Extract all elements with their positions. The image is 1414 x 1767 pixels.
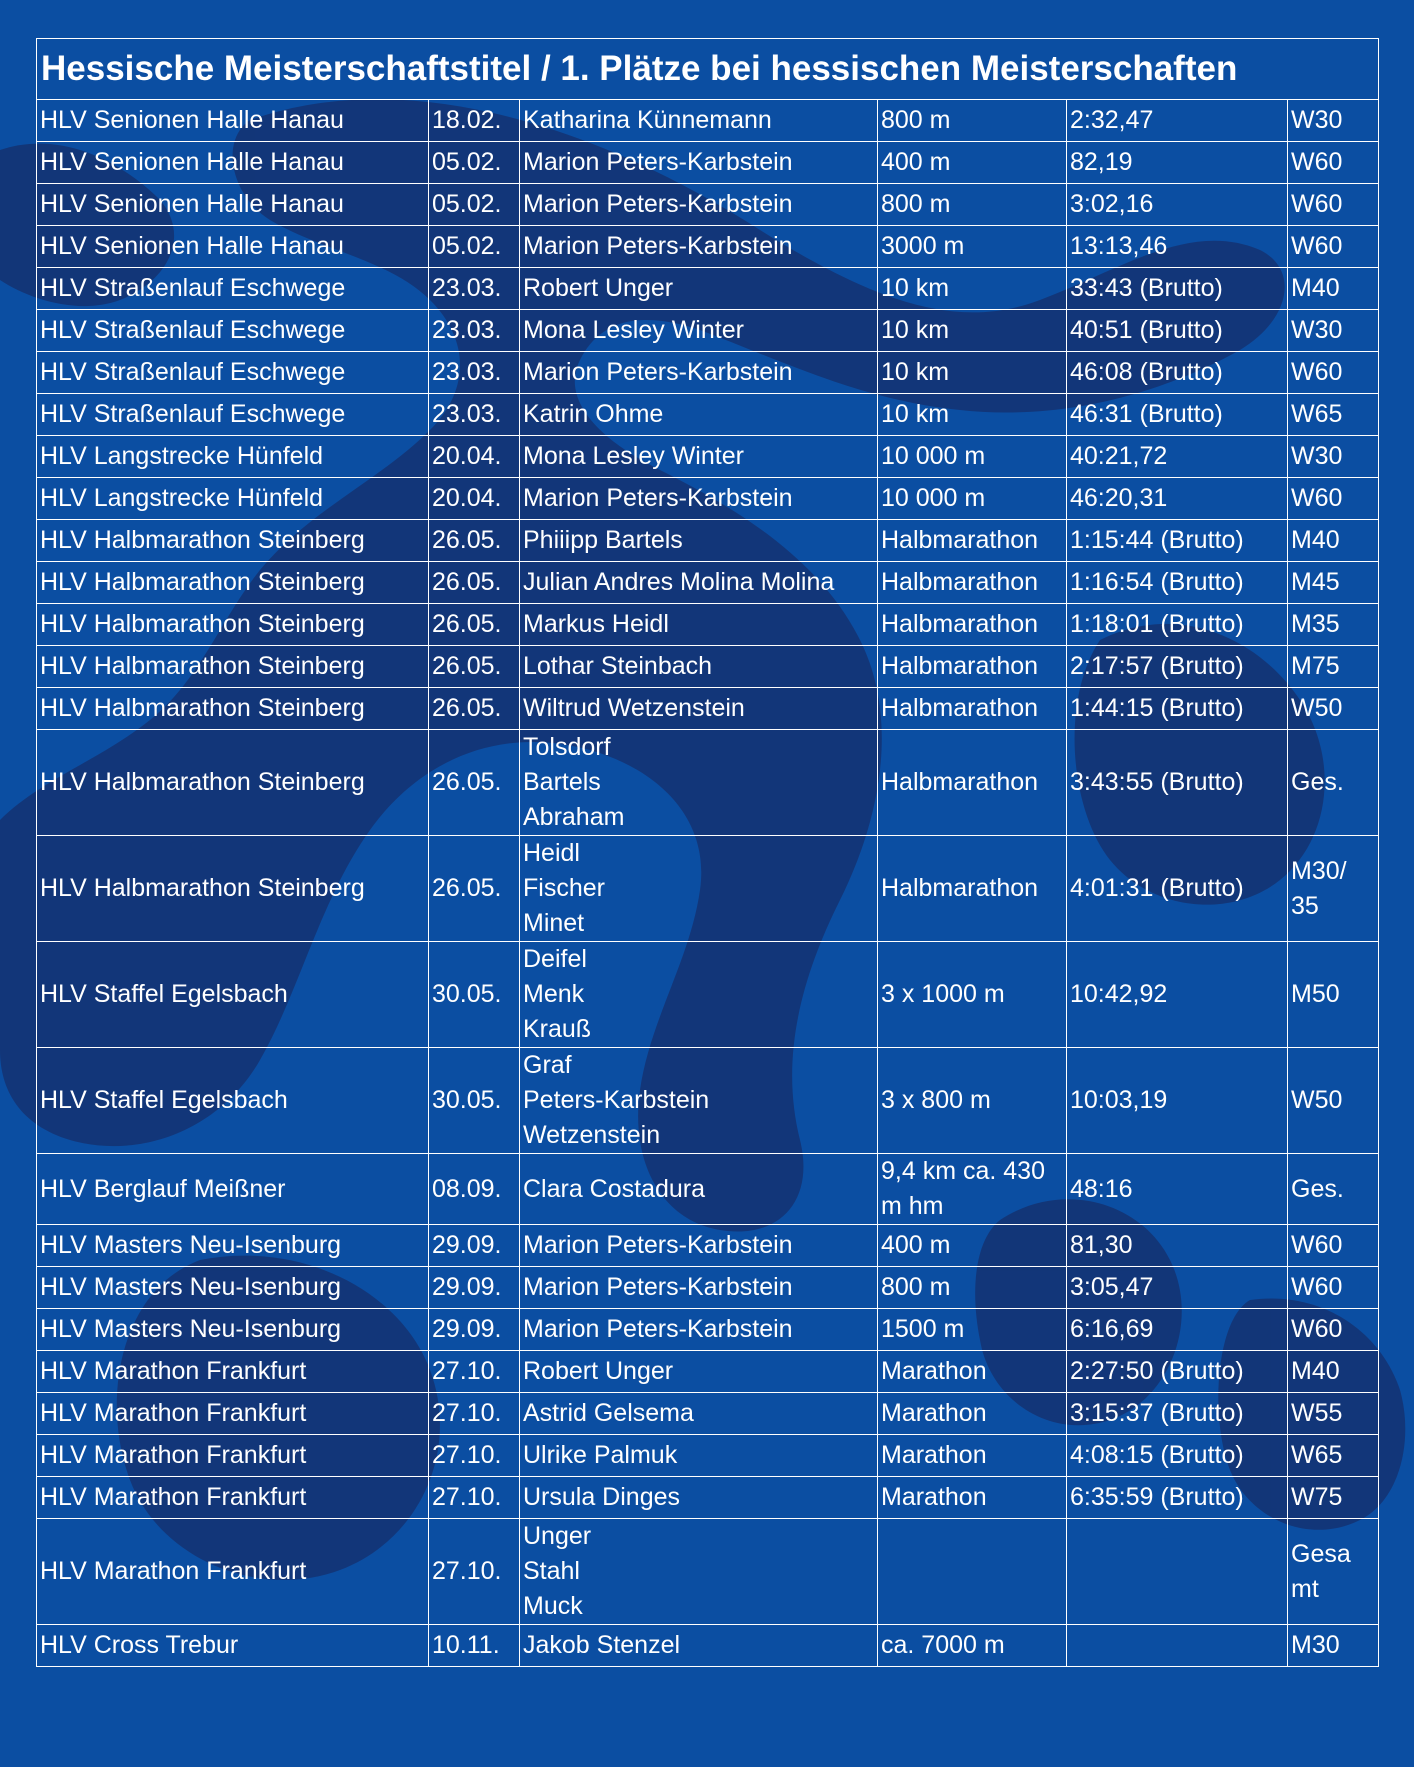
event-cell: HLV Halbmarathon Steinberg [37,688,429,730]
event-cell: HLV Halbmarathon Steinberg [37,646,429,688]
distance-cell: Halbmarathon [878,730,1067,836]
distance-cell: 3 x 1000 m [878,942,1067,1048]
table-row [37,184,1379,226]
athlete-cell [520,352,878,394]
event-cell: HLV Senionen Halle Hanau [37,142,429,184]
date-cell: 29.09. [429,1267,520,1309]
date-cell: 30.05. [429,1048,520,1154]
date-cell: 26.05. [429,836,520,942]
athlete-cell [520,1351,878,1393]
date-cell: 08.09. [429,1154,520,1225]
table-row [37,478,1379,520]
time-cell: 3:02,16 [1067,184,1288,226]
event-cell: HLV Halbmarathon Steinberg [37,836,429,942]
athlete-cell [520,730,878,836]
athlete-name: Ursula Dinges [523,1483,681,1511]
class-cell: W60 [1288,352,1379,394]
athlete-cell [520,310,878,352]
date-cell: 05.02. [429,226,520,268]
distance-cell: 400 m [878,142,1067,184]
class-cell: W55 [1288,1393,1379,1435]
time-cell: 46:20,31 [1067,478,1288,520]
athlete-name: Marion Peters-Karbstein [523,1315,793,1343]
distance-cell: Halbmarathon [878,688,1067,730]
athlete-cell [520,836,878,942]
class-cell: Ges. [1288,1154,1379,1225]
athlete-name: Ulrike Palmuk [523,1441,678,1469]
class-cell: W50 [1288,1048,1379,1154]
distance-cell: Halbmarathon [878,562,1067,604]
athlete-name: Marion Peters-Karbstein [523,358,793,386]
class-cell: M50 [1288,942,1379,1048]
date-cell: 30.05. [429,942,520,1048]
time-cell: 4:08:15 (Brutto) [1067,1435,1288,1477]
table-row [37,1625,1379,1667]
distance-cell: 1500 m [878,1309,1067,1351]
athlete-name: Marion Peters-Karbstein [523,190,793,218]
athlete-cell [520,1435,878,1477]
event-cell: HLV Marathon Frankfurt [37,1351,429,1393]
athlete-cell [520,1154,878,1225]
athlete-cell [520,1625,878,1667]
athlete-cell [520,226,878,268]
date-cell: 23.03. [429,352,520,394]
date-cell: 27.10. [429,1519,520,1625]
event-cell: HLV Straßenlauf Eschwege [37,310,429,352]
table-row [37,1519,1379,1625]
table-title: Hessische Meisterschaftstitel / 1. Plätze bei hessischen Meisterschaften [37,39,1379,100]
time-cell: 46:31 (Brutto) [1067,394,1288,436]
table-row [37,1154,1379,1225]
athlete-name: Abraham [523,803,625,831]
time-cell [1067,1625,1288,1667]
date-cell: 27.10. [429,1393,520,1435]
athlete-name: Julian Andres Molina Molina [523,568,835,596]
class-cell: W60 [1288,226,1379,268]
time-cell: 10:42,92 [1067,942,1288,1048]
table-row [37,942,1379,1048]
time-cell: 1:44:15 (Brutto) [1067,688,1288,730]
time-cell: 33:43 (Brutto) [1067,268,1288,310]
table-row [37,688,1379,730]
event-cell: HLV Berglauf Meißner [37,1154,429,1225]
table-row [37,520,1379,562]
time-cell: 2:32,47 [1067,100,1288,142]
athlete-cell [520,1309,878,1351]
event-cell: HLV Marathon Frankfurt [37,1393,429,1435]
class-cell: M45 [1288,562,1379,604]
table-row [37,352,1379,394]
athlete-cell [520,100,878,142]
event-cell: HLV Halbmarathon Steinberg [37,730,429,836]
event-cell: HLV Halbmarathon Steinberg [37,604,429,646]
athlete-name: Phiiipp Bartels [523,526,683,554]
date-cell: 26.05. [429,730,520,836]
time-cell: 3:43:55 (Brutto) [1067,730,1288,836]
date-cell: 20.04. [429,436,520,478]
table-row [37,1393,1379,1435]
date-cell: 26.05. [429,604,520,646]
table-row [37,142,1379,184]
table-row [37,1351,1379,1393]
date-cell: 27.10. [429,1477,520,1519]
athlete-name: Mona Lesley Winter [523,316,744,344]
time-cell: 3:15:37 (Brutto) [1067,1393,1288,1435]
athlete-name: Krauß [523,1015,592,1043]
event-cell: HLV Langstrecke Hünfeld [37,436,429,478]
time-cell [1067,1519,1288,1625]
athlete-name: Clara Costadura [523,1174,706,1203]
athlete-cell [520,184,878,226]
athlete-name: Marion Peters-Karbstein [523,484,793,512]
class-cell: M35 [1288,604,1379,646]
time-cell: 1:18:01 (Brutto) [1067,604,1288,646]
time-cell: 82,19 [1067,142,1288,184]
date-cell: 29.09. [429,1225,520,1267]
time-cell: 40:51 (Brutto) [1067,310,1288,352]
table-row [37,226,1379,268]
distance-cell: 800 m [878,184,1067,226]
table-row [37,268,1379,310]
date-cell: 23.03. [429,268,520,310]
event-cell: HLV Halbmarathon Steinberg [37,562,429,604]
athlete-name: Markus Heidl [523,610,669,638]
date-cell: 05.02. [429,142,520,184]
distance-cell: Halbmarathon [878,836,1067,942]
table-row [37,394,1379,436]
event-cell: HLV Marathon Frankfurt [37,1477,429,1519]
athlete-cell [520,942,878,1048]
time-cell: 13:13,46 [1067,226,1288,268]
event-cell: HLV Langstrecke Hünfeld [37,478,429,520]
date-cell: 27.10. [429,1435,520,1477]
table-row [37,836,1379,942]
date-cell: 26.05. [429,562,520,604]
time-cell: 1:15:44 (Brutto) [1067,520,1288,562]
athlete-name: Marion Peters-Karbstein [523,148,793,176]
time-cell: 46:08 (Brutto) [1067,352,1288,394]
athlete-cell [520,1267,878,1309]
distance-cell: 10 km [878,310,1067,352]
class-cell: W60 [1288,1267,1379,1309]
date-cell: 23.03. [429,394,520,436]
athlete-name: Jakob Stenzel [523,1631,681,1659]
event-cell: HLV Senionen Halle Hanau [37,100,429,142]
date-cell: 26.05. [429,688,520,730]
table-row [37,100,1379,142]
distance-cell: 400 m [878,1225,1067,1267]
athlete-name: Graf [523,1051,572,1079]
class-cell: W65 [1288,394,1379,436]
athlete-name: Wetzenstein [523,1121,661,1149]
athlete-name: Marion Peters-Karbstein [523,1273,793,1301]
athlete-name: Unger [523,1522,592,1550]
event-cell: HLV Staffel Egelsbach [37,942,429,1048]
event-cell: HLV Straßenlauf Eschwege [37,352,429,394]
distance-cell: 10 000 m [878,436,1067,478]
time-cell: 4:01:31 (Brutto) [1067,836,1288,942]
table-row [37,1048,1379,1154]
time-cell: 6:35:59 (Brutto) [1067,1477,1288,1519]
athlete-cell [520,1048,878,1154]
athlete-cell [520,562,878,604]
athlete-name: Peters-Karbstein [523,1086,710,1114]
athlete-name: Heidl [523,839,580,867]
event-cell: HLV Senionen Halle Hanau [37,184,429,226]
athlete-name: Marion Peters-Karbstein [523,1231,793,1259]
class-cell: M30 [1288,1625,1379,1667]
event-cell: HLV Marathon Frankfurt [37,1519,429,1625]
class-cell: M40 [1288,520,1379,562]
athlete-name: Fischer [523,874,605,902]
athlete-cell [520,688,878,730]
athlete-cell [520,1393,878,1435]
athlete-cell [520,142,878,184]
distance-cell: 800 m [878,1267,1067,1309]
distance-cell: 3000 m [878,226,1067,268]
time-cell: 3:05,47 [1067,1267,1288,1309]
class-cell: W60 [1288,1225,1379,1267]
distance-cell: 3 x 800 m [878,1048,1067,1154]
table-row [37,604,1379,646]
event-cell: HLV Masters Neu-Isenburg [37,1225,429,1267]
athlete-name: Lothar Steinbach [523,652,713,680]
distance-cell [878,1519,1067,1625]
event-cell: HLV Masters Neu-Isenburg [37,1267,429,1309]
distance-cell: Halbmarathon [878,604,1067,646]
athlete-name: Menk [523,980,585,1008]
table-row [37,1267,1379,1309]
time-cell: 40:21,72 [1067,436,1288,478]
table-row [37,1477,1379,1519]
athlete-cell [520,1519,878,1625]
table-row [37,562,1379,604]
distance-cell: Marathon [878,1477,1067,1519]
time-cell: 2:17:57 (Brutto) [1067,646,1288,688]
class-cell: M30/ 35 [1288,836,1379,942]
event-cell: HLV Straßenlauf Eschwege [37,268,429,310]
athlete-name: Marion Peters-Karbstein [523,232,793,260]
class-cell: W60 [1288,478,1379,520]
table-row [37,310,1379,352]
class-cell: W30 [1288,436,1379,478]
class-cell: W60 [1288,142,1379,184]
athlete-cell [520,1477,878,1519]
event-cell: HLV Marathon Frankfurt [37,1435,429,1477]
athlete-cell [520,478,878,520]
class-cell: W30 [1288,100,1379,142]
athlete-cell [520,394,878,436]
time-cell: 1:16:54 (Brutto) [1067,562,1288,604]
event-cell: HLV Senionen Halle Hanau [37,226,429,268]
event-cell: HLV Straßenlauf Eschwege [37,394,429,436]
distance-cell: Marathon [878,1435,1067,1477]
table-row [37,436,1379,478]
distance-cell: 10 000 m [878,478,1067,520]
distance-cell: 9,4 km ca. 430 m hm [878,1154,1067,1225]
results-table [36,38,1379,1667]
distance-cell: Halbmarathon [878,520,1067,562]
table-row [37,1309,1379,1351]
athlete-name: Deifel [523,945,587,973]
athlete-name: Muck [523,1592,583,1620]
table-row [37,646,1379,688]
class-cell: W75 [1288,1477,1379,1519]
distance-cell: 10 km [878,352,1067,394]
time-cell: 10:03,19 [1067,1048,1288,1154]
time-cell: 81,30 [1067,1225,1288,1267]
event-cell: HLV Staffel Egelsbach [37,1048,429,1154]
distance-cell: 10 km [878,394,1067,436]
class-cell: W50 [1288,688,1379,730]
athlete-name: Robert Unger [523,1357,674,1385]
class-cell: M40 [1288,268,1379,310]
athlete-name: Wiltrud Wetzenstein [523,694,745,722]
athlete-cell [520,268,878,310]
date-cell: 20.04. [429,478,520,520]
athlete-cell [520,520,878,562]
date-cell: 26.05. [429,646,520,688]
athlete-cell [520,604,878,646]
time-cell: 6:16,69 [1067,1309,1288,1351]
class-cell: Ges. [1288,730,1379,836]
time-cell: 48:16 [1067,1154,1288,1225]
athlete-name: Katrin Ohme [523,400,664,428]
time-cell: 2:27:50 (Brutto) [1067,1351,1288,1393]
results-body [37,100,1379,1667]
athlete-name: Stahl [523,1557,580,1585]
athlete-name: Minet [523,909,585,937]
table-row [37,1225,1379,1267]
athlete-name: Astrid Gelsema [523,1399,694,1427]
class-cell: W30 [1288,310,1379,352]
class-cell: M75 [1288,646,1379,688]
athlete-name: Bartels [523,768,601,796]
distance-cell: ca. 7000 m [878,1625,1067,1667]
distance-cell: 800 m [878,100,1067,142]
class-cell: W60 [1288,1309,1379,1351]
results-table-container [36,38,1378,1667]
date-cell: 29.09. [429,1309,520,1351]
athlete-cell [520,436,878,478]
date-cell: 18.02. [429,100,520,142]
event-cell: HLV Halbmarathon Steinberg [37,520,429,562]
date-cell: 10.11. [429,1625,520,1667]
date-cell: 05.02. [429,184,520,226]
date-cell: 26.05. [429,520,520,562]
athlete-name: Robert Unger [523,274,674,302]
athlete-cell [520,1225,878,1267]
athlete-name: Katharina Künnemann [523,106,772,134]
class-cell: W60 [1288,184,1379,226]
date-cell: 23.03. [429,310,520,352]
distance-cell: Marathon [878,1351,1067,1393]
distance-cell: Halbmarathon [878,646,1067,688]
distance-cell: Marathon [878,1393,1067,1435]
athlete-cell [520,646,878,688]
athlete-name: Mona Lesley Winter [523,442,744,470]
date-cell: 27.10. [429,1351,520,1393]
event-cell: HLV Cross Trebur [37,1625,429,1667]
table-row [37,1435,1379,1477]
table-row [37,730,1379,836]
class-cell: M40 [1288,1351,1379,1393]
event-cell: HLV Masters Neu-Isenburg [37,1309,429,1351]
athlete-name: Tolsdorf [523,733,611,761]
class-cell: Gesa mt [1288,1519,1379,1625]
class-cell: W65 [1288,1435,1379,1477]
distance-cell: 10 km [878,268,1067,310]
